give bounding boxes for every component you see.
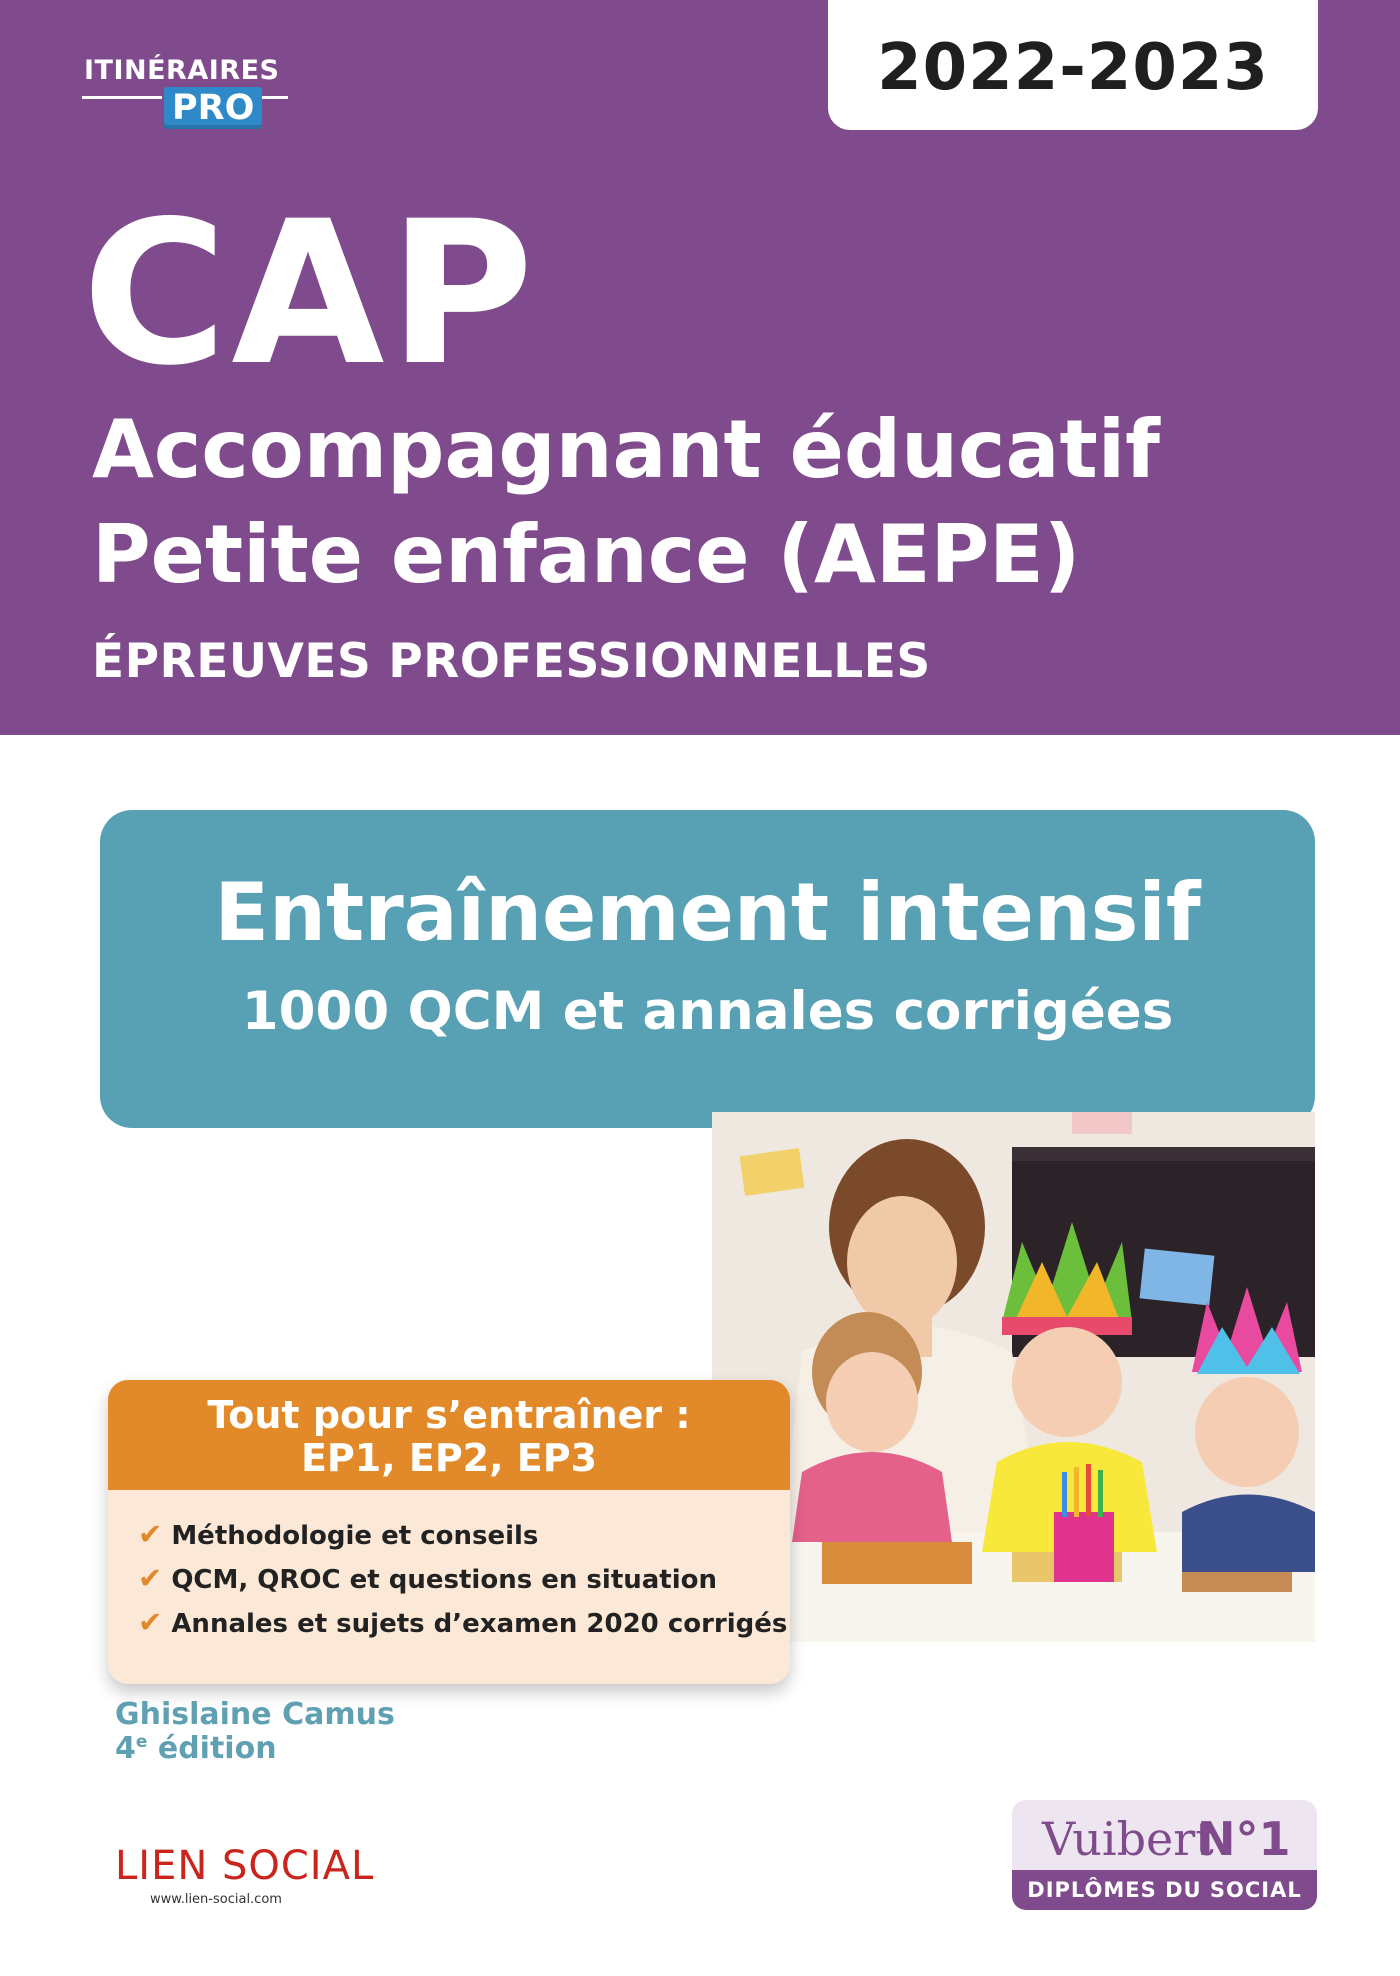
- year-label: 2022-2023: [877, 31, 1269, 105]
- title-line-3: ÉPREUVES PROFESSIONNELLES: [92, 634, 931, 689]
- training-banner: [100, 810, 1315, 1128]
- feature-label: QCM, QROC et questions en situation: [171, 1565, 718, 1595]
- author-name: Ghislaine Camus: [115, 1697, 395, 1732]
- vuibert-tagline: DIPLÔMES DU SOCIAL: [1012, 1870, 1317, 1910]
- title-line-1: Accompagnant éducatif: [92, 403, 1160, 496]
- cover-photo: [712, 1112, 1315, 1642]
- lien-social-name: LIEN SOCIAL: [115, 1843, 375, 1889]
- features-heading-line-1: Tout pour s’entraîner :: [207, 1393, 691, 1437]
- list-item: [138, 1600, 787, 1644]
- features-heading-line-2: EP1, EP2, EP3: [300, 1436, 598, 1480]
- edition-suffix: e: [135, 1732, 148, 1752]
- check-icon: ✔: [138, 1517, 163, 1551]
- lien-social-logo: [115, 1843, 375, 1907]
- banner-headline: Entraînement intensif: [214, 866, 1201, 959]
- check-icon: ✔: [138, 1561, 163, 1595]
- edition-number: 4: [115, 1731, 136, 1766]
- edition-word: édition: [157, 1731, 277, 1766]
- features-heading: [108, 1380, 790, 1490]
- series-badge: PRO: [164, 87, 262, 129]
- year-tab: [828, 0, 1318, 130]
- series-logo: [82, 55, 292, 145]
- classroom-illustration: [712, 1112, 1315, 1642]
- feature-label: Annales et sujets d’examen 2020 corrigés: [171, 1609, 788, 1639]
- banner-subheadline: 1000 QCM et annales corrigées: [241, 981, 1174, 1042]
- list-item: [138, 1512, 787, 1556]
- series-name: ITINÉRAIRES: [84, 55, 280, 86]
- vuibert-rank: N°1: [1197, 1812, 1291, 1866]
- lien-social-url: www.lien-social.com: [150, 1892, 282, 1907]
- cap-title: CAP: [82, 178, 538, 409]
- check-icon: ✔: [138, 1605, 163, 1639]
- features-list: [138, 1512, 787, 1644]
- vuibert-badge-top: [1012, 1800, 1317, 1870]
- vuibert-brand: Vuibert: [1042, 1812, 1214, 1866]
- title-line-2: Petite enfance (AEPE): [92, 508, 1081, 601]
- feature-label: Méthodologie et conseils: [171, 1521, 539, 1551]
- features-box: [108, 1380, 790, 1684]
- list-item: [138, 1556, 787, 1600]
- vuibert-badge: [1012, 1800, 1317, 1910]
- logo-rule-right: [262, 96, 288, 99]
- edition-label: [115, 1731, 277, 1766]
- logo-rule-left: [82, 96, 162, 99]
